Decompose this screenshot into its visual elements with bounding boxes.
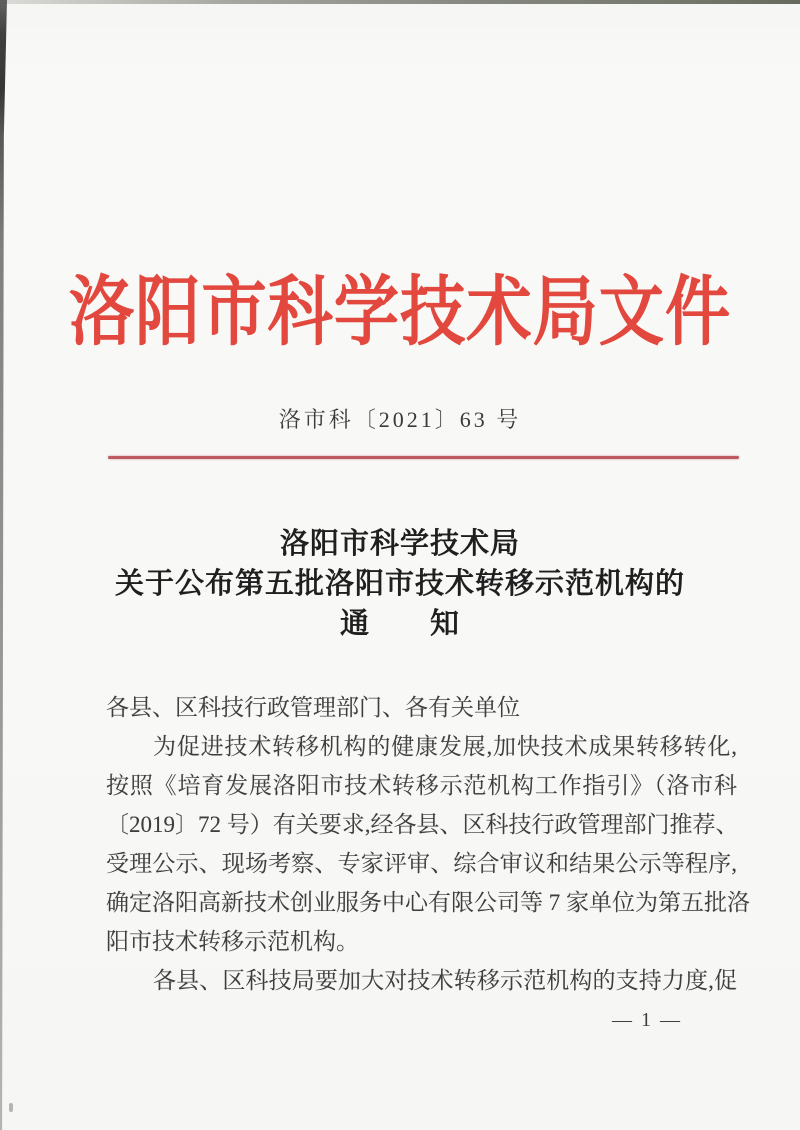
body-line: 按照《培育发展洛阳市技术转移示范机构工作指引》（洛市科	[106, 773, 737, 798]
body-line: 受理公示、现场考察、专家评审、综合审议和结果公示等程序,	[106, 851, 737, 876]
letterhead-title: 洛阳市科学技术局文件	[68, 271, 732, 355]
scan-edge-top	[0, 0, 800, 4]
body-line: 〔2019〕72 号）有关要求,经各县、区科技行政管理部门推荐、	[106, 812, 739, 837]
body-line: 各县、区科技局要加大对技术转移示范机构的支持力度,促	[153, 968, 737, 993]
body-line: 阳市技术转移示范机构。	[106, 929, 359, 954]
notice-title-line2: 关于公布第五批洛阳市技术转移示范机构的	[114, 568, 685, 600]
body-line: 确定洛阳高新技术创业服务中心有限公司等 7 家单位为第五批洛	[106, 890, 750, 915]
notice-title-line1: 洛阳市科学技术局	[279, 528, 520, 560]
notice-title	[0, 524, 800, 644]
body-line: 为促进技术转移机构的健康发展,加快技术成果转移转化,	[153, 734, 737, 759]
red-divider-line	[108, 456, 739, 459]
page-number: — 1 —	[612, 1009, 682, 1031]
notice-title-line3: 通 知	[339, 608, 460, 640]
scan-smudge	[9, 1103, 13, 1112]
salutation-line: 各县、区科技行政管理部门、各有关单位	[106, 695, 520, 720]
document-number: 洛市科〔2021〕63 号	[278, 407, 522, 432]
document-body	[106, 688, 750, 1000]
